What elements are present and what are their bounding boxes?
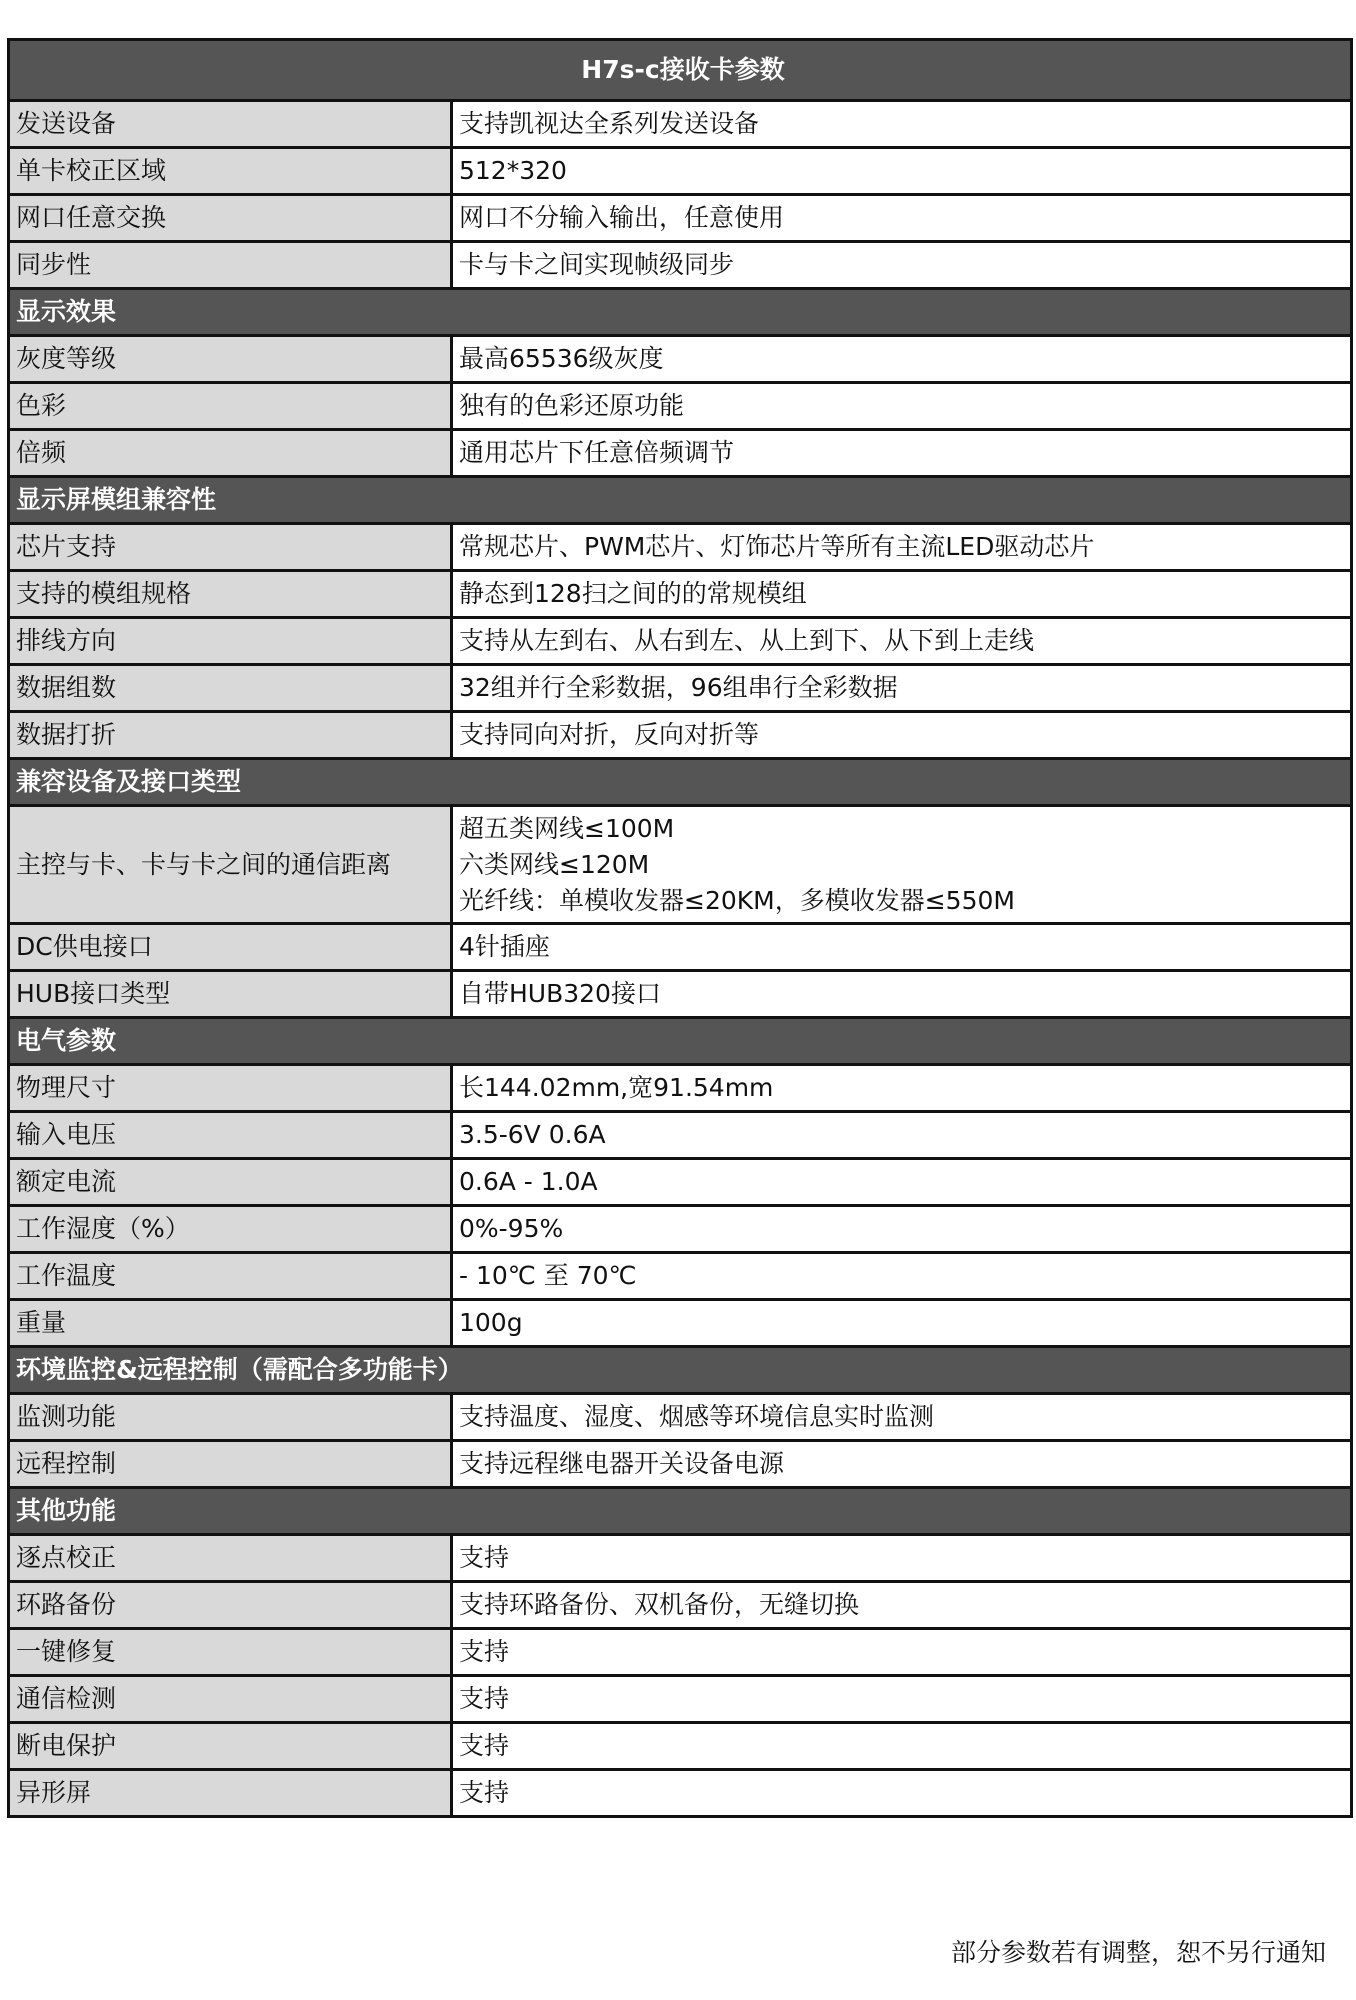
spec-table — [7, 38, 1353, 1818]
table-row — [9, 1676, 1352, 1723]
row-value: 支持环路备份、双机备份，无缝切换 — [452, 1582, 1352, 1629]
table-row — [9, 1770, 1352, 1817]
row-label: 主控与卡、卡与卡之间的通信距离 — [9, 806, 452, 924]
table-row — [9, 1394, 1352, 1441]
section-header-row — [9, 477, 1352, 524]
table-row — [9, 571, 1352, 618]
row-value: - 10℃ 至 70℃ — [452, 1253, 1352, 1300]
row-label: 输入电压 — [9, 1112, 452, 1159]
row-label: 远程控制 — [9, 1441, 452, 1488]
row-value: 最高65536级灰度 — [452, 336, 1352, 383]
row-value: 静态到128扫之间的的常规模组 — [452, 571, 1352, 618]
table-row — [9, 1206, 1352, 1253]
row-label: 倍频 — [9, 430, 452, 477]
table-row — [9, 1300, 1352, 1347]
row-label: 物理尺寸 — [9, 1065, 452, 1112]
row-value: 支持 — [452, 1676, 1352, 1723]
footnote: 部分参数若有调整，恕不另行通知 — [950, 1938, 1326, 1967]
section-header-row — [9, 1018, 1352, 1065]
table-row — [9, 195, 1352, 242]
table-row — [9, 1253, 1352, 1300]
table-row — [9, 101, 1352, 148]
row-value: 支持从左到右、从右到左、从上到下、从下到上走线 — [452, 618, 1352, 665]
table-title-row — [9, 40, 1352, 101]
row-label: 环路备份 — [9, 1582, 452, 1629]
row-label: 数据组数 — [9, 665, 452, 712]
row-label: 支持的模组规格 — [9, 571, 452, 618]
row-label: 数据打折 — [9, 712, 452, 759]
row-label: HUB接口类型 — [9, 971, 452, 1018]
row-value: 独有的色彩还原功能 — [452, 383, 1352, 430]
table-row — [9, 430, 1352, 477]
section-header: 显示屏模组兼容性 — [9, 477, 1352, 524]
table-row — [9, 1535, 1352, 1582]
table-row — [9, 618, 1352, 665]
row-value: 自带HUB320接口 — [452, 971, 1352, 1018]
row-label: 工作温度 — [9, 1253, 452, 1300]
row-value: 100g — [452, 1300, 1352, 1347]
row-label: 单卡校正区域 — [9, 148, 452, 195]
table-row — [9, 971, 1352, 1018]
row-value: 支持温度、湿度、烟感等环境信息实时监测 — [452, 1394, 1352, 1441]
section-header-row — [9, 289, 1352, 336]
row-value: 0.6A - 1.0A — [452, 1159, 1352, 1206]
section-header: 环境监控&远程控制（需配合多功能卡） — [9, 1347, 1352, 1394]
row-value: 支持凯视达全系列发送设备 — [452, 101, 1352, 148]
table-title: H7s-c接收卡参数 — [9, 40, 1352, 101]
section-header: 电气参数 — [9, 1018, 1352, 1065]
table-row — [9, 1112, 1352, 1159]
section-header: 其他功能 — [9, 1488, 1352, 1535]
row-value-line: 六类网线≤120M — [459, 849, 650, 879]
row-value: 卡与卡之间实现帧级同步 — [452, 242, 1352, 289]
row-label: DC供电接口 — [9, 924, 452, 971]
row-label: 同步性 — [9, 242, 452, 289]
row-value: 512*320 — [452, 148, 1352, 195]
table-row — [9, 1629, 1352, 1676]
row-value: 32组并行全彩数据，96组串行全彩数据 — [452, 665, 1352, 712]
row-value: 支持同向对折，反向对折等 — [452, 712, 1352, 759]
table-row — [9, 148, 1352, 195]
row-value-line: 光纤线：单模收发器≤20KM，多模收发器≤550M — [459, 885, 1015, 915]
table-row — [9, 1159, 1352, 1206]
row-label: 芯片支持 — [9, 524, 452, 571]
row-label: 额定电流 — [9, 1159, 452, 1206]
section-header: 兼容设备及接口类型 — [9, 759, 1352, 806]
table-row — [9, 1582, 1352, 1629]
section-header-row — [9, 1488, 1352, 1535]
row-label: 工作湿度（%） — [9, 1206, 452, 1253]
table-row — [9, 712, 1352, 759]
table-row — [9, 1441, 1352, 1488]
table-row — [9, 1065, 1352, 1112]
row-value: 3.5-6V 0.6A — [452, 1112, 1352, 1159]
row-label: 监测功能 — [9, 1394, 452, 1441]
row-label: 重量 — [9, 1300, 452, 1347]
row-label: 断电保护 — [9, 1723, 452, 1770]
row-value: 支持 — [452, 1629, 1352, 1676]
row-value-line: 超五类网线≤100M — [459, 813, 675, 843]
row-label: 灰度等级 — [9, 336, 452, 383]
row-label: 通信检测 — [9, 1676, 452, 1723]
section-header-row — [9, 759, 1352, 806]
table-row — [9, 806, 1352, 924]
row-value: 常规芯片、PWM芯片、灯饰芯片等所有主流LED驱动芯片 — [452, 524, 1352, 571]
section-header-row — [9, 1347, 1352, 1394]
row-value: 长144.02mm,宽91.54mm — [452, 1065, 1352, 1112]
row-label: 色彩 — [9, 383, 452, 430]
row-label: 逐点校正 — [9, 1535, 452, 1582]
row-value: 网口不分输入输出，任意使用 — [452, 195, 1352, 242]
row-value: 支持远程继电器开关设备电源 — [452, 1441, 1352, 1488]
row-value — [452, 806, 1352, 924]
table-row — [9, 1723, 1352, 1770]
row-value: 4针插座 — [452, 924, 1352, 971]
row-label: 排线方向 — [9, 618, 452, 665]
row-label: 异形屏 — [9, 1770, 452, 1817]
row-label: 发送设备 — [9, 101, 452, 148]
table-row — [9, 383, 1352, 430]
row-value: 支持 — [452, 1535, 1352, 1582]
table-row — [9, 242, 1352, 289]
table-row — [9, 524, 1352, 571]
row-value: 0%-95% — [452, 1206, 1352, 1253]
table-row — [9, 924, 1352, 971]
row-value: 支持 — [452, 1770, 1352, 1817]
row-value: 通用芯片下任意倍频调节 — [452, 430, 1352, 477]
section-header: 显示效果 — [9, 289, 1352, 336]
row-label: 网口任意交换 — [9, 195, 452, 242]
table-row — [9, 336, 1352, 383]
table-row — [9, 665, 1352, 712]
row-value: 支持 — [452, 1723, 1352, 1770]
row-label: 一键修复 — [9, 1629, 452, 1676]
